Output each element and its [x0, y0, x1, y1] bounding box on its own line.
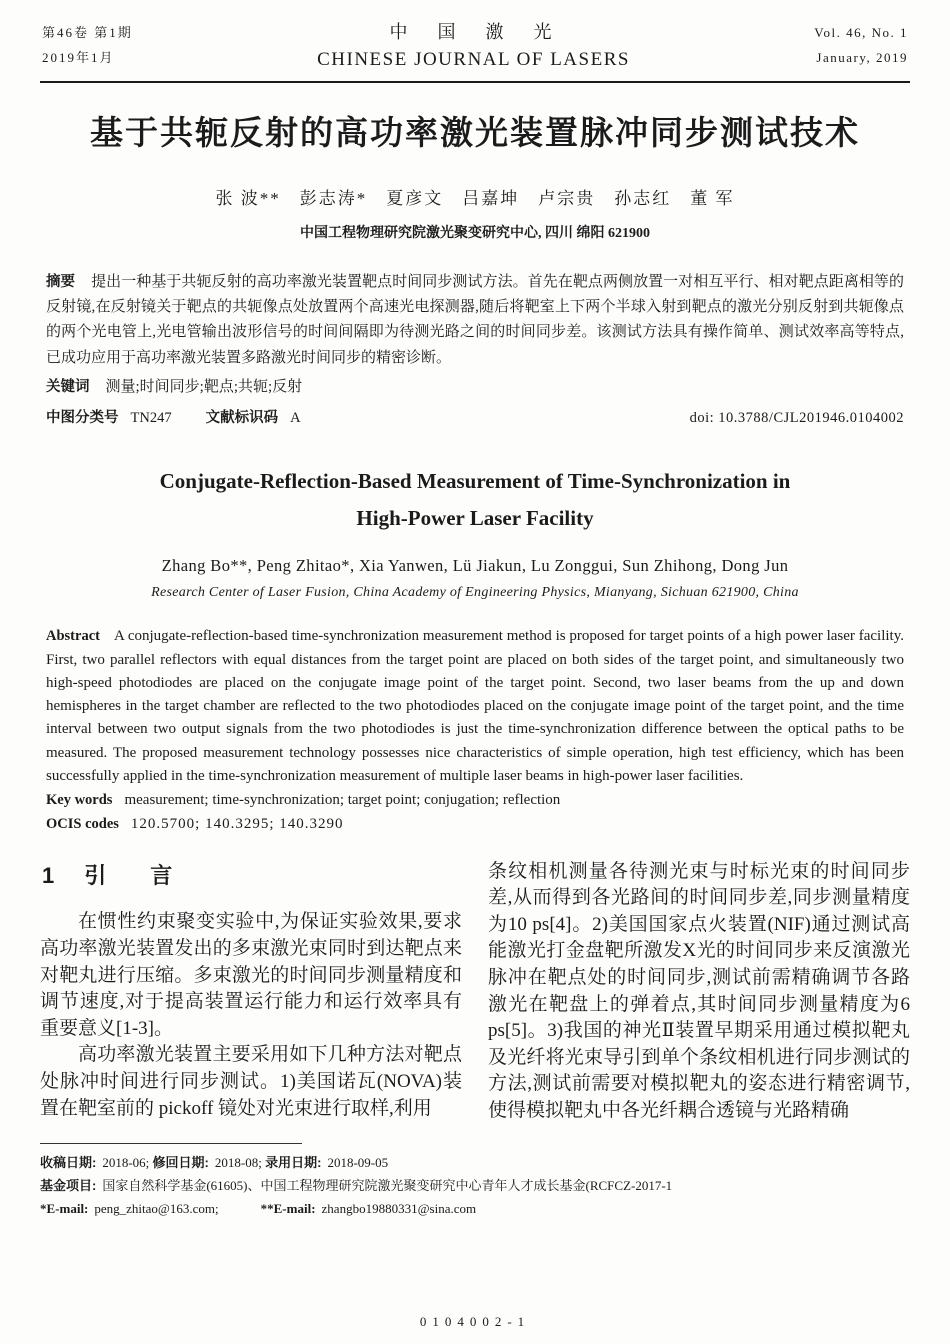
footnotes: [40, 1143, 910, 1220]
keywords-cn: [46, 375, 904, 401]
footnote-funding: [40, 1174, 910, 1197]
abstract-cn: [46, 270, 904, 371]
journal-masthead: [317, 18, 630, 71]
ocis-label: OCIS codes: [46, 816, 119, 833]
keywords-en-text: measurement; time-synchronization; target point; conjugation; reflection: [124, 792, 561, 809]
authors-cn: 张 波** 彭志涛* 夏彦文 吕嘉坤 卢宗贵 孙志红 董 军: [215, 189, 735, 208]
volume-issue-cn: 第46卷 第1期: [42, 25, 133, 40]
clc-left: [46, 406, 335, 431]
doc-code-label: 文献标识码: [205, 410, 279, 427]
intro-paragraph-1: 在惯性约束聚变实验中,为保证实验效果,要求高功率激光装置发出的多束激光束同时到达靶点来对靶丸进行压缩。多束激光的时间同步测量精度和调节速度,对于提高装置运行能力和运行效率具有重要意义[1-3]。: [40, 911, 462, 1039]
keywords-en: [46, 789, 904, 812]
body-columns: [40, 859, 910, 1125]
journal-header: [40, 16, 910, 83]
abstract-cn-text: 提出一种基于共轭反射的高功率激光装置靶点时间同步测试方法。首先在靶点两侧放置一对相互平行、相对靶点距离相等的反射镜,在反射镜关于靶点的共轭像点处放置两个高速光电探测器,随后将靶室上下两个半球入射到靶点的激光分别反射到共轭像点的两个光电管上,光电管输出波形信号的时间间隔即为待测光路之间的时间同步差。该测试方法具有操作简单、测试效率高等特点,已成功应用于高功率激光装置多路激光时间同步的精密诊断。: [46, 274, 904, 366]
revised-date-value: 2018-08;: [214, 1154, 262, 1170]
paper-title-en-line2: High-Power Laser Facility: [356, 505, 594, 530]
column-left: [40, 859, 462, 1125]
abstract-en-label: Abstract: [46, 628, 100, 645]
received-date-value: 2018-06;: [102, 1154, 150, 1170]
revised-date-label: 修回日期:: [152, 1154, 209, 1170]
funding-label: 基金项目:: [40, 1177, 97, 1193]
email-2-value: zhangbo19880331@sina.com: [321, 1200, 477, 1216]
footnote-divider: [40, 1143, 302, 1144]
clc-label: 中图分类号: [46, 410, 119, 427]
doi: doi: 10.3788/CJL201946.0104002: [689, 410, 904, 427]
authors-en: Zhang Bo**, Peng Zhitao*, Xia Yanwen, Lü Jiakun, Lu Zonggui, Sun Zhihong, Dong Jun: [161, 556, 789, 576]
footnote-dates: [40, 1151, 910, 1174]
header-left: [42, 18, 133, 70]
journal-name-cn: 中 国 激 光: [389, 22, 558, 42]
journal-name-en: CHINESE JOURNAL OF LASERS: [317, 49, 630, 70]
page-number: 0104002-1: [419, 1314, 531, 1329]
abstract-cn-label: 摘要: [46, 274, 76, 290]
footnote-emails: [40, 1197, 910, 1220]
abstract-en: [46, 625, 904, 788]
email-1-label: *E-mail:: [40, 1200, 89, 1216]
intro-paragraph-3: 条纹相机测量各待测光束与时标光束的时间同步差,从而得到各光路间的时间同步差,同步测量精度为10 ps[4]。2)美国国家点火装置(NIF)通过测试高能激光打金盘靶所激发X光的时间同步来反演激光脉冲在靶点处的时间同步,测试前需精确调节各路激光在靶盘上的弹着点,其时间同步测量精度为6 ps[5]。3)我国的神光Ⅱ装置早期采用通过模拟靶丸及光纤将光束导引到单个条纹相机进行同步测试的方法,测试前需要对模拟靶丸的姿态进行精密调节,使得模拟靶丸中各光纤耦合透镜与光路精确: [488, 860, 910, 1121]
received-date-label: 收稿日期:: [40, 1154, 97, 1170]
paper-title-en: [40, 463, 910, 537]
date-en: January, 2019: [816, 49, 908, 65]
keywords-en-label: Key words: [46, 792, 113, 809]
section-1-number: 1: [42, 862, 55, 888]
intro-paragraph-2: 高功率激光装置主要采用如下几种方法对靶点处脉冲时间进行同步测试。1)美国诺瓦(NOVA)装置在靶室前的 pickoff 镜处对光束进行取样,利用: [40, 1044, 462, 1119]
header-right: [814, 18, 908, 70]
affiliation-cn: 中国工程物理研究院激光聚变研究中心, 四川 绵阳 621900: [300, 226, 650, 241]
column-right: [488, 859, 910, 1125]
classification-line: [46, 406, 904, 431]
clc-value: TN247: [130, 410, 172, 427]
paper-title-cn: 基于共轭反射的高功率激光装置脉冲同步测试技术: [90, 114, 860, 151]
affiliation-en: Research Center of Laser Fusion, China Academy of Engineering Physics, Mianyang, Sichuan 621900, China: [151, 585, 799, 601]
date-cn: 2019年1月: [42, 49, 115, 65]
ocis-codes: [46, 813, 904, 836]
keywords-cn-text: 测量;时间同步;靶点;共轭;反射: [105, 378, 303, 395]
doc-code-value: A: [290, 410, 301, 427]
abstract-en-text: A conjugate-reflection-based time-synchronization measurement method is proposed for target points of a high power laser facility. First, two parallel reflectors with equal distances from the target point are placed on both sides of the target point, and simultaneously two high-speed photodiodes are placed on the conjugate image point of the target point. Second, two laser beams from the up and down hemispheres in the target chamber are reflected to the two photodiodes placed on the conjugate image point of the target point, and the time interval between two output signals from the two photodiodes is just the time-synchronization difference between the optical paths to be measured. The proposed measurement technology possesses nice characteristics of simple operation, high test efficiency, which has been successfully applied in the time-synchronization measurement of multiple laser beams in high-power laser facilities.: [46, 628, 904, 784]
section-1-heading: [42, 861, 462, 892]
email-1-value: peng_zhitao@163.com;: [94, 1200, 219, 1216]
volume-issue-en: Vol. 46, No. 1: [814, 25, 908, 40]
email-2-label: **E-mail:: [260, 1200, 316, 1216]
keywords-cn-label: 关键词: [46, 378, 90, 395]
funding-text: 国家自然科学基金(61605)、中国工程物理研究院激光聚变研究中心青年人才成长基金(RCFCZ-2017-1: [102, 1177, 673, 1193]
section-1-title: 引 言: [84, 862, 173, 888]
ocis-text: 120.5700; 140.3295; 140.3290: [130, 816, 344, 833]
accepted-date-label: 录用日期:: [265, 1154, 322, 1170]
accepted-date-value: 2018-09-05: [327, 1154, 389, 1170]
paper-title-en-line1: Conjugate-Reflection-Based Measurement of Time-Synchronization in: [159, 468, 791, 493]
